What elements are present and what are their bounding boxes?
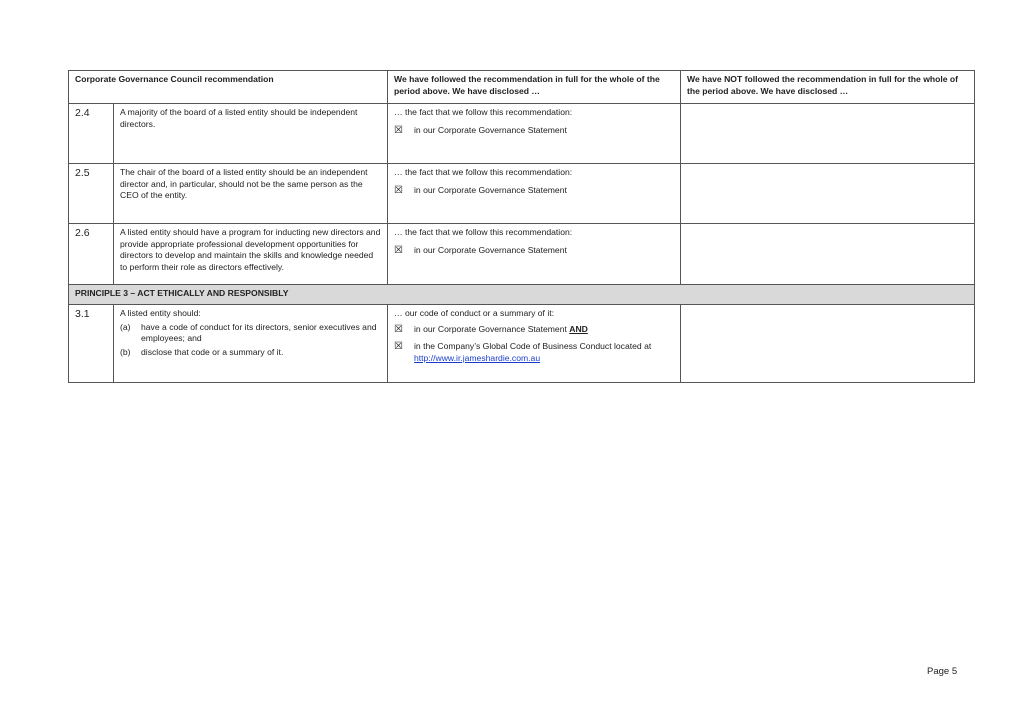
rec-text: A majority of the board of a listed entity should be independent directors. xyxy=(114,104,388,164)
checked-box-icon: ☒ xyxy=(394,124,403,136)
lead-text: … the fact that we follow this recommendation: xyxy=(394,107,573,117)
table-row xyxy=(69,305,975,383)
lead-text: … the fact that we follow this recommendation: xyxy=(394,227,573,237)
item-text: have a code of conduct for its directors, senior executives and employees; and xyxy=(141,321,377,343)
principle-heading: PRINCIPLE 3 – ACT ETHICALLY AND RESPONSIBLY xyxy=(69,285,975,305)
rec-number: 3.1 xyxy=(69,305,114,383)
followed-cell xyxy=(388,104,681,164)
followed-cell xyxy=(388,224,681,285)
check-label: in our Corporate Governance Statement xyxy=(414,124,567,135)
item-text: disclose that code or a summary of it. xyxy=(141,346,284,357)
header-row xyxy=(69,71,975,104)
rec-text xyxy=(114,305,388,383)
lead-text: … our code of conduct or a summary of it: xyxy=(394,308,555,318)
header-not-followed: We have NOT followed the recommendation in full for the whole of the period above. We have disclosed … xyxy=(681,71,975,104)
check-label: in our Corporate Governance Statement xyxy=(414,323,567,334)
table-row xyxy=(69,224,975,285)
table-row xyxy=(69,164,975,224)
page-number: Page 5 xyxy=(927,666,958,677)
checked-box-icon: ☒ xyxy=(394,244,403,256)
check-label: in our Corporate Governance Statement xyxy=(414,244,567,255)
rec-number: 2.4 xyxy=(69,104,114,164)
header-followed: We have followed the recommendation in full for the whole of the period above. We have disclosed … xyxy=(388,71,681,104)
and-emphasis: AND xyxy=(569,323,588,334)
lead-text: … the fact that we follow this recommendation: xyxy=(394,167,573,177)
followed-cell xyxy=(388,305,681,383)
rec-number: 2.5 xyxy=(69,164,114,224)
not-followed-cell xyxy=(681,305,975,383)
followed-cell xyxy=(388,164,681,224)
checked-box-icon: ☒ xyxy=(394,323,403,335)
table-row xyxy=(69,104,975,164)
rec-intro: A listed entity should: xyxy=(120,308,201,318)
check-label: in our Corporate Governance Statement xyxy=(414,184,567,195)
rec-text: The chair of the board of a listed entity should be an independent director and, in particular, should not be the same person as the CEO of the entity. xyxy=(114,164,388,224)
rec-number: 2.6 xyxy=(69,224,114,285)
not-followed-cell xyxy=(681,224,975,285)
checked-box-icon: ☒ xyxy=(394,184,403,196)
principle-row xyxy=(69,285,975,305)
jameshardie-link[interactable]: http://www.ir.jameshardie.com.au xyxy=(414,352,541,363)
checked-box-icon: ☒ xyxy=(394,341,403,352)
item-label: (b) xyxy=(120,346,131,357)
item-label: (a) xyxy=(120,321,131,332)
rec-text: A listed entity should have a program for inducting new directors and provide appropriate professional development opportunities for directors to develop and maintain the skills and knowledge needed to perform their role as directors effectively. xyxy=(114,224,388,285)
governance-table xyxy=(68,70,975,383)
check-label: in the Company’s Global Code of Business Conduct located at xyxy=(414,341,652,351)
header-recommendation: Corporate Governance Council recommendation xyxy=(69,71,388,104)
not-followed-cell xyxy=(681,104,975,164)
not-followed-cell xyxy=(681,164,975,224)
